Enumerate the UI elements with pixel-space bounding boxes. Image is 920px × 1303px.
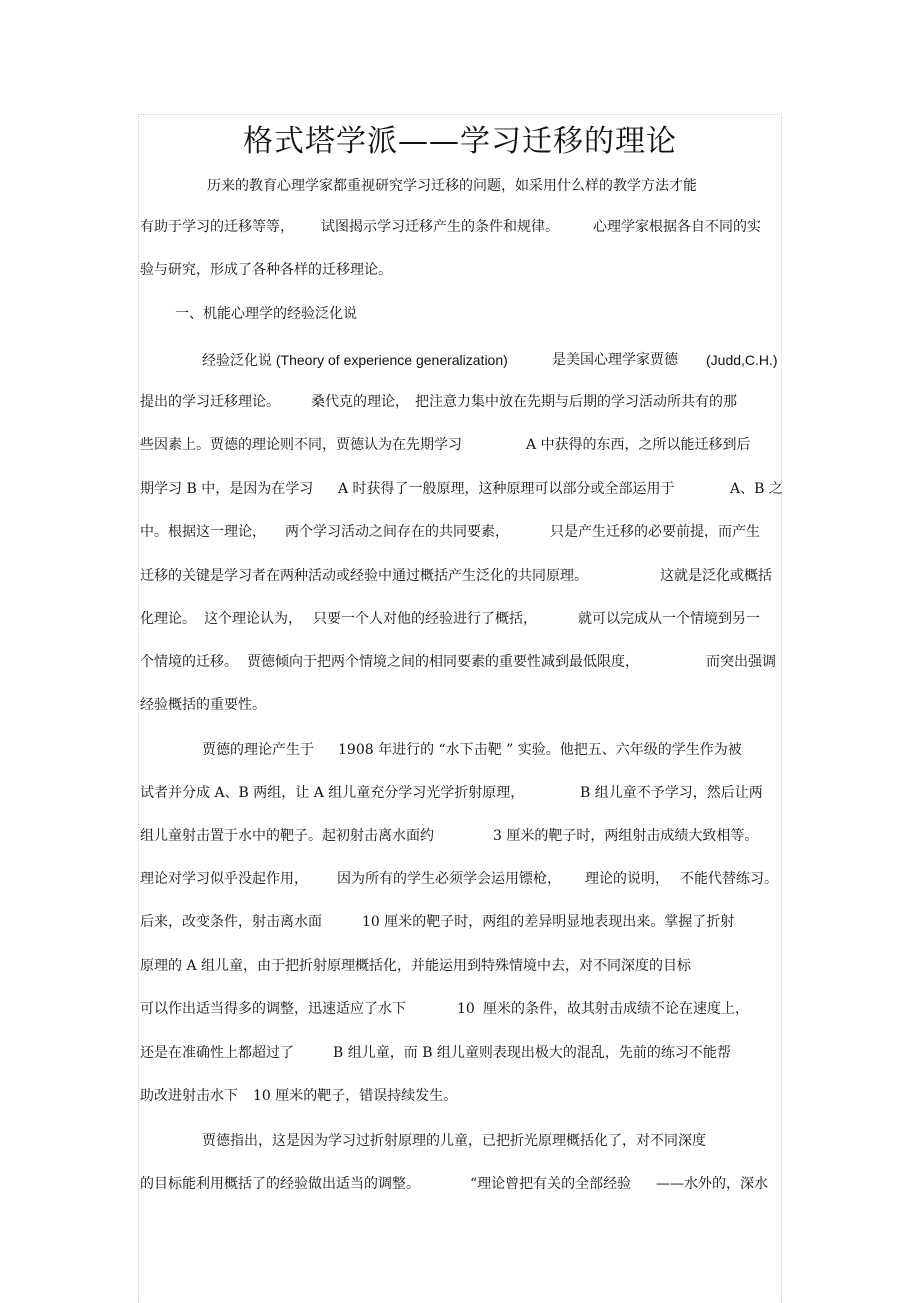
p3-line-5 [140,911,782,933]
text-span: 迁移的关键是学习者在两种活动或经验中通过概括产生泛化的共同原理。 [140,568,588,584]
text-span: 理论对学习似乎没起作用， [140,871,308,887]
text-span: 试图揭示学习迁移产生的条件和规律。 [321,219,559,235]
text-span: 还是在准确性上都超过了 [140,1045,294,1061]
text-span: 就可以完成从一个情境到另一 [578,611,760,627]
text-span: 原理的 A 组儿童，由于把折射原理概括化，并能运用到特殊情境中去，对不同深度的目标 [140,958,692,974]
text-span: 期学习 B 中，是因为在学习 [140,481,314,497]
text-span: 这就是泛化或概括 [660,568,772,584]
text-span: 10 厘米的靶子，错误持续发生。 [253,1088,458,1104]
p1-line-3 [140,259,782,281]
p3-line-7 [140,998,782,1020]
text-span: 组儿童射击置于水中的靶子。起初射击离水面约 [140,828,434,844]
p2-line-4 [140,478,782,500]
text-span: 经验泛化说 (Theory of experience generalization) [202,352,508,368]
text-span: 只是产生迁移的必要前提，而产生 [550,524,760,540]
text-span: 助改进射击水下 [140,1088,238,1104]
text-span: 后来，改变条件，射击离水面 [140,914,322,930]
text-span: 因为所有的学生必须学会运用镖枪， [337,871,561,887]
p3-line-2 [140,782,782,804]
p2-line-7 [140,608,782,630]
text-span: 桑代克的理论， [311,394,409,410]
text-span: ——水外的，深水 [656,1176,768,1192]
p2-line-5 [140,521,782,543]
p3-line-1 [140,739,782,761]
text-span: A、B 之 [730,481,783,497]
text-span: 有助于学习的迁移等等， [140,219,294,235]
text-span: 1908 年进行的 “水下击靶 ” 实验。他把五、六年级的学生作为被 [338,742,742,758]
text-span: 化理论。 [140,611,196,627]
text-span: A 时获得了一般原理，这种原理可以部分或全部运用于 [338,481,675,497]
text-span: 而突出强调 [706,654,776,670]
text-span: 贾德指出，这是因为学习过折射原理的儿童，已把折光原理概括化了，对不同深度 [202,1133,706,1149]
text-span: A 中获得的东西，之所以能迁移到后 [526,437,751,453]
text-span: 厘米的条件，故其射击成绩不论在速度上， [483,1001,749,1017]
text-span: 中。根据这一理论， [140,524,266,540]
p2-line-8 [140,651,782,673]
document-title: 格式塔学派——学习迁移的理论 [243,124,677,159]
text-span: “理论曾把有关的全部经验 [470,1176,632,1192]
p3-line-9 [140,1085,782,1107]
text-span: 经验概括的重要性。 [140,697,266,713]
p2-line-1 [140,349,782,371]
text-span: 贾德的理论产生于 [202,742,314,758]
text-span: 是美国心理学家贾德 [552,352,678,368]
p4-line-1 [140,1130,782,1152]
p2-line-3 [140,434,782,456]
text-span: 试者并分成 A、B 两组，让 A 组儿童充分学习光学折射原理， [140,785,525,801]
p1-line-1 [140,175,782,197]
section-heading: 一、机能心理学的经验泛化说 [175,306,357,322]
text-span: 10 [457,1001,475,1017]
text-span: 这个理论认为， [204,611,302,627]
text-span: 些因素上。贾德的理论则不同，贾德认为在先期学习 [140,437,462,453]
p3-line-4 [140,868,782,890]
p3-line-3 [140,825,782,847]
text-span: 个情境的迁移。 [140,654,238,670]
p2-line-9 [140,694,782,716]
text-span: (Judd,C.H.) [706,352,778,368]
text-span: 可以作出适当得多的调整，迅速适应了水下 [140,1001,406,1017]
text-span: 把注意力集中放在先期与后期的学习活动所共有的那 [415,394,737,410]
p4-line-2 [140,1173,782,1195]
text-span: 贾德倾向于把两个情境之间的相同要素的重要性减到最低限度， [247,654,639,670]
text-span: 不能代替练习。 [680,871,778,887]
text-span: 历来的教育心理学家都重视研究学习迁移的问题，如采用什么样的教学方法才能 [207,178,697,194]
text-span: 验与研究，形成了各种各样的迁移理论。 [140,262,392,278]
p3-line-8 [140,1042,782,1064]
text-span: 理论的说明， [585,871,669,887]
p2-line-2 [140,391,782,413]
text-span: 10 厘米的靶子时，两组的差异明显地表现出来。掌握了折射 [362,914,735,930]
p1-line-2 [140,216,782,238]
text-span: 3 厘米的靶子时，两组射击成绩大致相等。 [493,828,759,844]
p2-line-6 [140,565,782,587]
text-span: 两个学习活动之间存在的共同要素， [285,524,509,540]
text-span: B 组儿童不予学习，然后让两 [580,785,763,801]
text-span: 的目标能利用概括了的经验做出适当的调整。 [140,1176,420,1192]
text-span: 心理学家根据各自不同的实 [593,219,761,235]
p3-line-6 [140,955,782,977]
text-span: B 组儿童，而 B 组儿童则表现出极大的混乱，先前的练习不能帮 [333,1045,731,1061]
text-span: 只要一个人对他的经验进行了概括， [313,611,537,627]
text-span: 提出的学习迁移理论。 [140,394,280,410]
